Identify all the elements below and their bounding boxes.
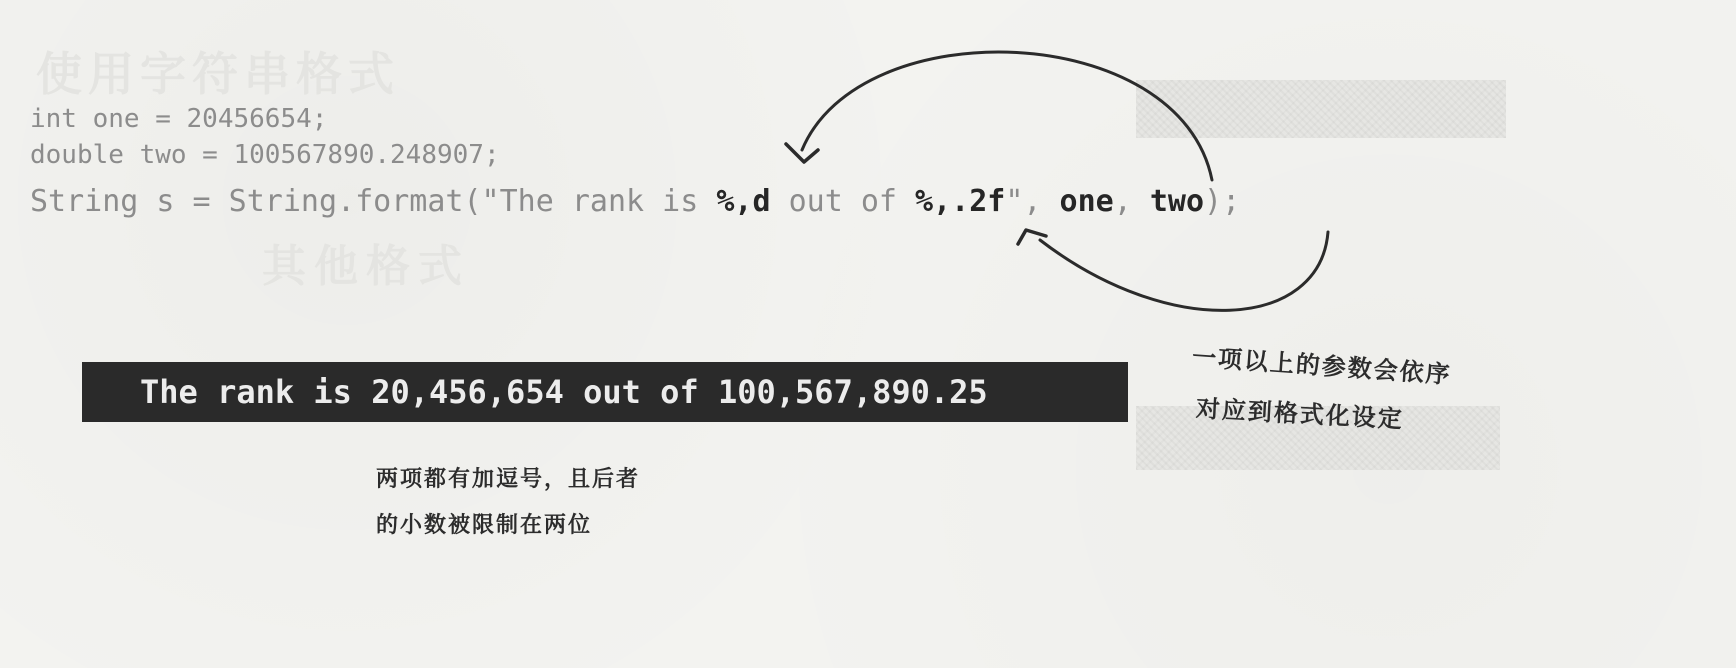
argument-separator: , [1113, 184, 1150, 219]
code-line-2: double two = 100567890.248907; [30, 140, 500, 170]
annotation-bottom-line-1: 两项都有加逗号，且后者 [376, 467, 641, 492]
code-line-3-mid: out of [770, 184, 916, 219]
code-line-3-quote: ", [1005, 184, 1060, 219]
output-text: The rank is 20,456,654 out of 100,567,890.25 [140, 373, 988, 411]
arrow-curve-two [802, 52, 1212, 180]
code-line-1: int one = 20456654; [30, 104, 328, 134]
output-bar [82, 362, 1128, 422]
annotation-bottom-line-2: 的小数被限制在两位 [376, 513, 593, 538]
faded-heading: 使用字符串格式 [36, 47, 400, 101]
code-line-3-prefix: String s = String.format("The rank is [30, 184, 717, 219]
code-line-3-suffix: ); [1204, 184, 1241, 219]
argument-one: one [1059, 184, 1114, 219]
annotation-right-line-1: 一项以上的参数会依序 [1191, 342, 1453, 390]
argument-two: two [1149, 184, 1205, 219]
format-specifier-int: %,d [716, 184, 771, 219]
annotation-right-line-2: 对应到格式化设定 [1195, 394, 1405, 434]
arrow-curve-one [1040, 232, 1328, 310]
format-specifier-float: %,.2f [915, 184, 1006, 219]
faded-subheading: 其他格式 [262, 241, 470, 292]
